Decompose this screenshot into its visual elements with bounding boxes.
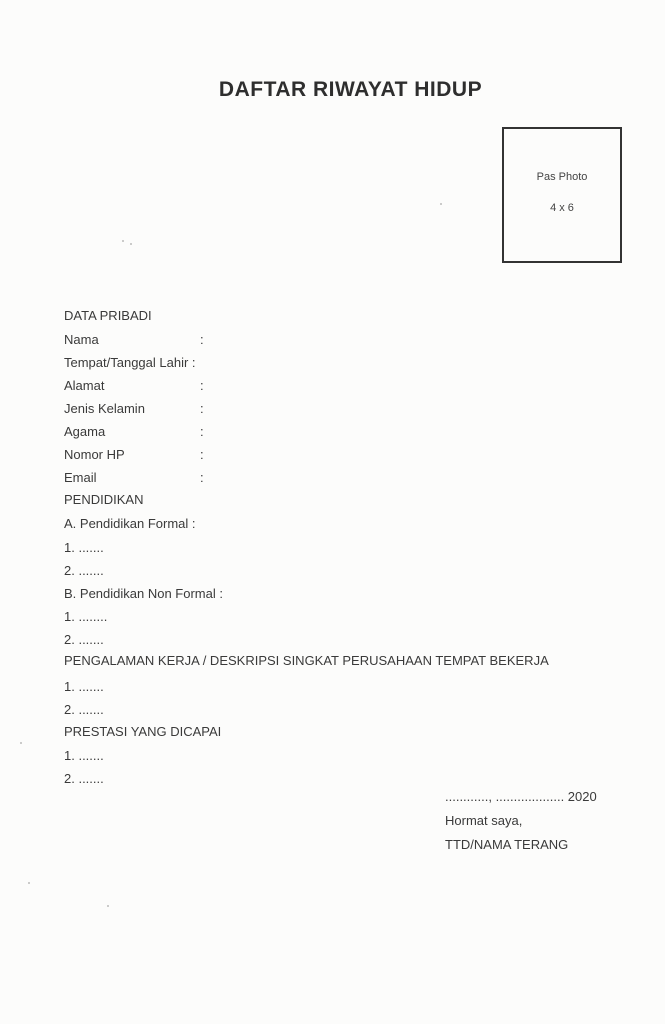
subheading-pendidikan-non-formal: B. Pendidikan Non Formal : <box>64 586 223 601</box>
list-item-non-formal-1: 1. ........ <box>64 609 108 624</box>
field-label-nomor-hp: Nomor HP <box>64 447 125 462</box>
photo-placeholder-box <box>502 127 622 263</box>
signature-name-label: TTD/NAMA TERANG <box>445 837 569 852</box>
section-heading-pengalaman-kerja: PENGALAMAN KERJA / DESKRIPSI SINGKAT PERUSAHAAN TEMPAT BEKERJA <box>64 653 549 668</box>
field-colon-jenis-kelamin: : <box>200 401 204 416</box>
list-item-prestasi-1: 1. ....... <box>64 748 104 763</box>
list-item-non-formal-2: 2. ....... <box>64 632 104 647</box>
field-colon-email: : <box>200 470 204 485</box>
section-heading-prestasi: PRESTASI YANG DICAPAI <box>64 724 222 739</box>
signature-date-line: ............, ................... 2020 <box>445 789 597 804</box>
document-title: DAFTAR RIWAYAT HIDUP <box>218 78 483 101</box>
field-colon-nama: : <box>200 332 204 347</box>
field-label-nama: Nama <box>64 332 99 347</box>
field-colon-alamat: : <box>200 378 204 393</box>
list-item-formal-1: 1. ....... <box>64 540 104 555</box>
field-label-agama: Agama <box>64 424 106 439</box>
list-item-pengalaman-1: 1. ....... <box>64 679 104 694</box>
section-heading-data-pribadi: DATA PRIBADI <box>64 308 152 323</box>
scan-speck <box>20 742 22 744</box>
list-item-formal-2: 2. ....... <box>64 563 104 578</box>
list-item-prestasi-2: 2. ....... <box>64 771 104 786</box>
field-colon-agama: : <box>200 424 204 439</box>
subheading-pendidikan-formal: A. Pendidikan Formal : <box>64 516 196 531</box>
field-label-tempat-tanggal-lahir: Tempat/Tanggal Lahir : <box>64 355 196 370</box>
field-label-email: Email <box>64 470 97 485</box>
signature-closing: Hormat saya, <box>445 813 523 828</box>
scan-speck <box>28 882 30 884</box>
scan-speck <box>122 240 124 242</box>
scan-speck <box>440 203 442 205</box>
field-label-alamat: Alamat <box>64 378 105 393</box>
section-heading-pendidikan: PENDIDIKAN <box>64 492 144 507</box>
field-label-jenis-kelamin: Jenis Kelamin <box>64 401 145 416</box>
list-item-pengalaman-2: 2. ....... <box>64 702 104 717</box>
field-colon-nomor-hp: : <box>200 447 204 462</box>
scan-speck <box>130 243 132 245</box>
photo-label: Pas Photo <box>536 171 588 183</box>
scan-speck <box>107 905 109 907</box>
photo-size: 4 x 6 <box>550 202 574 214</box>
